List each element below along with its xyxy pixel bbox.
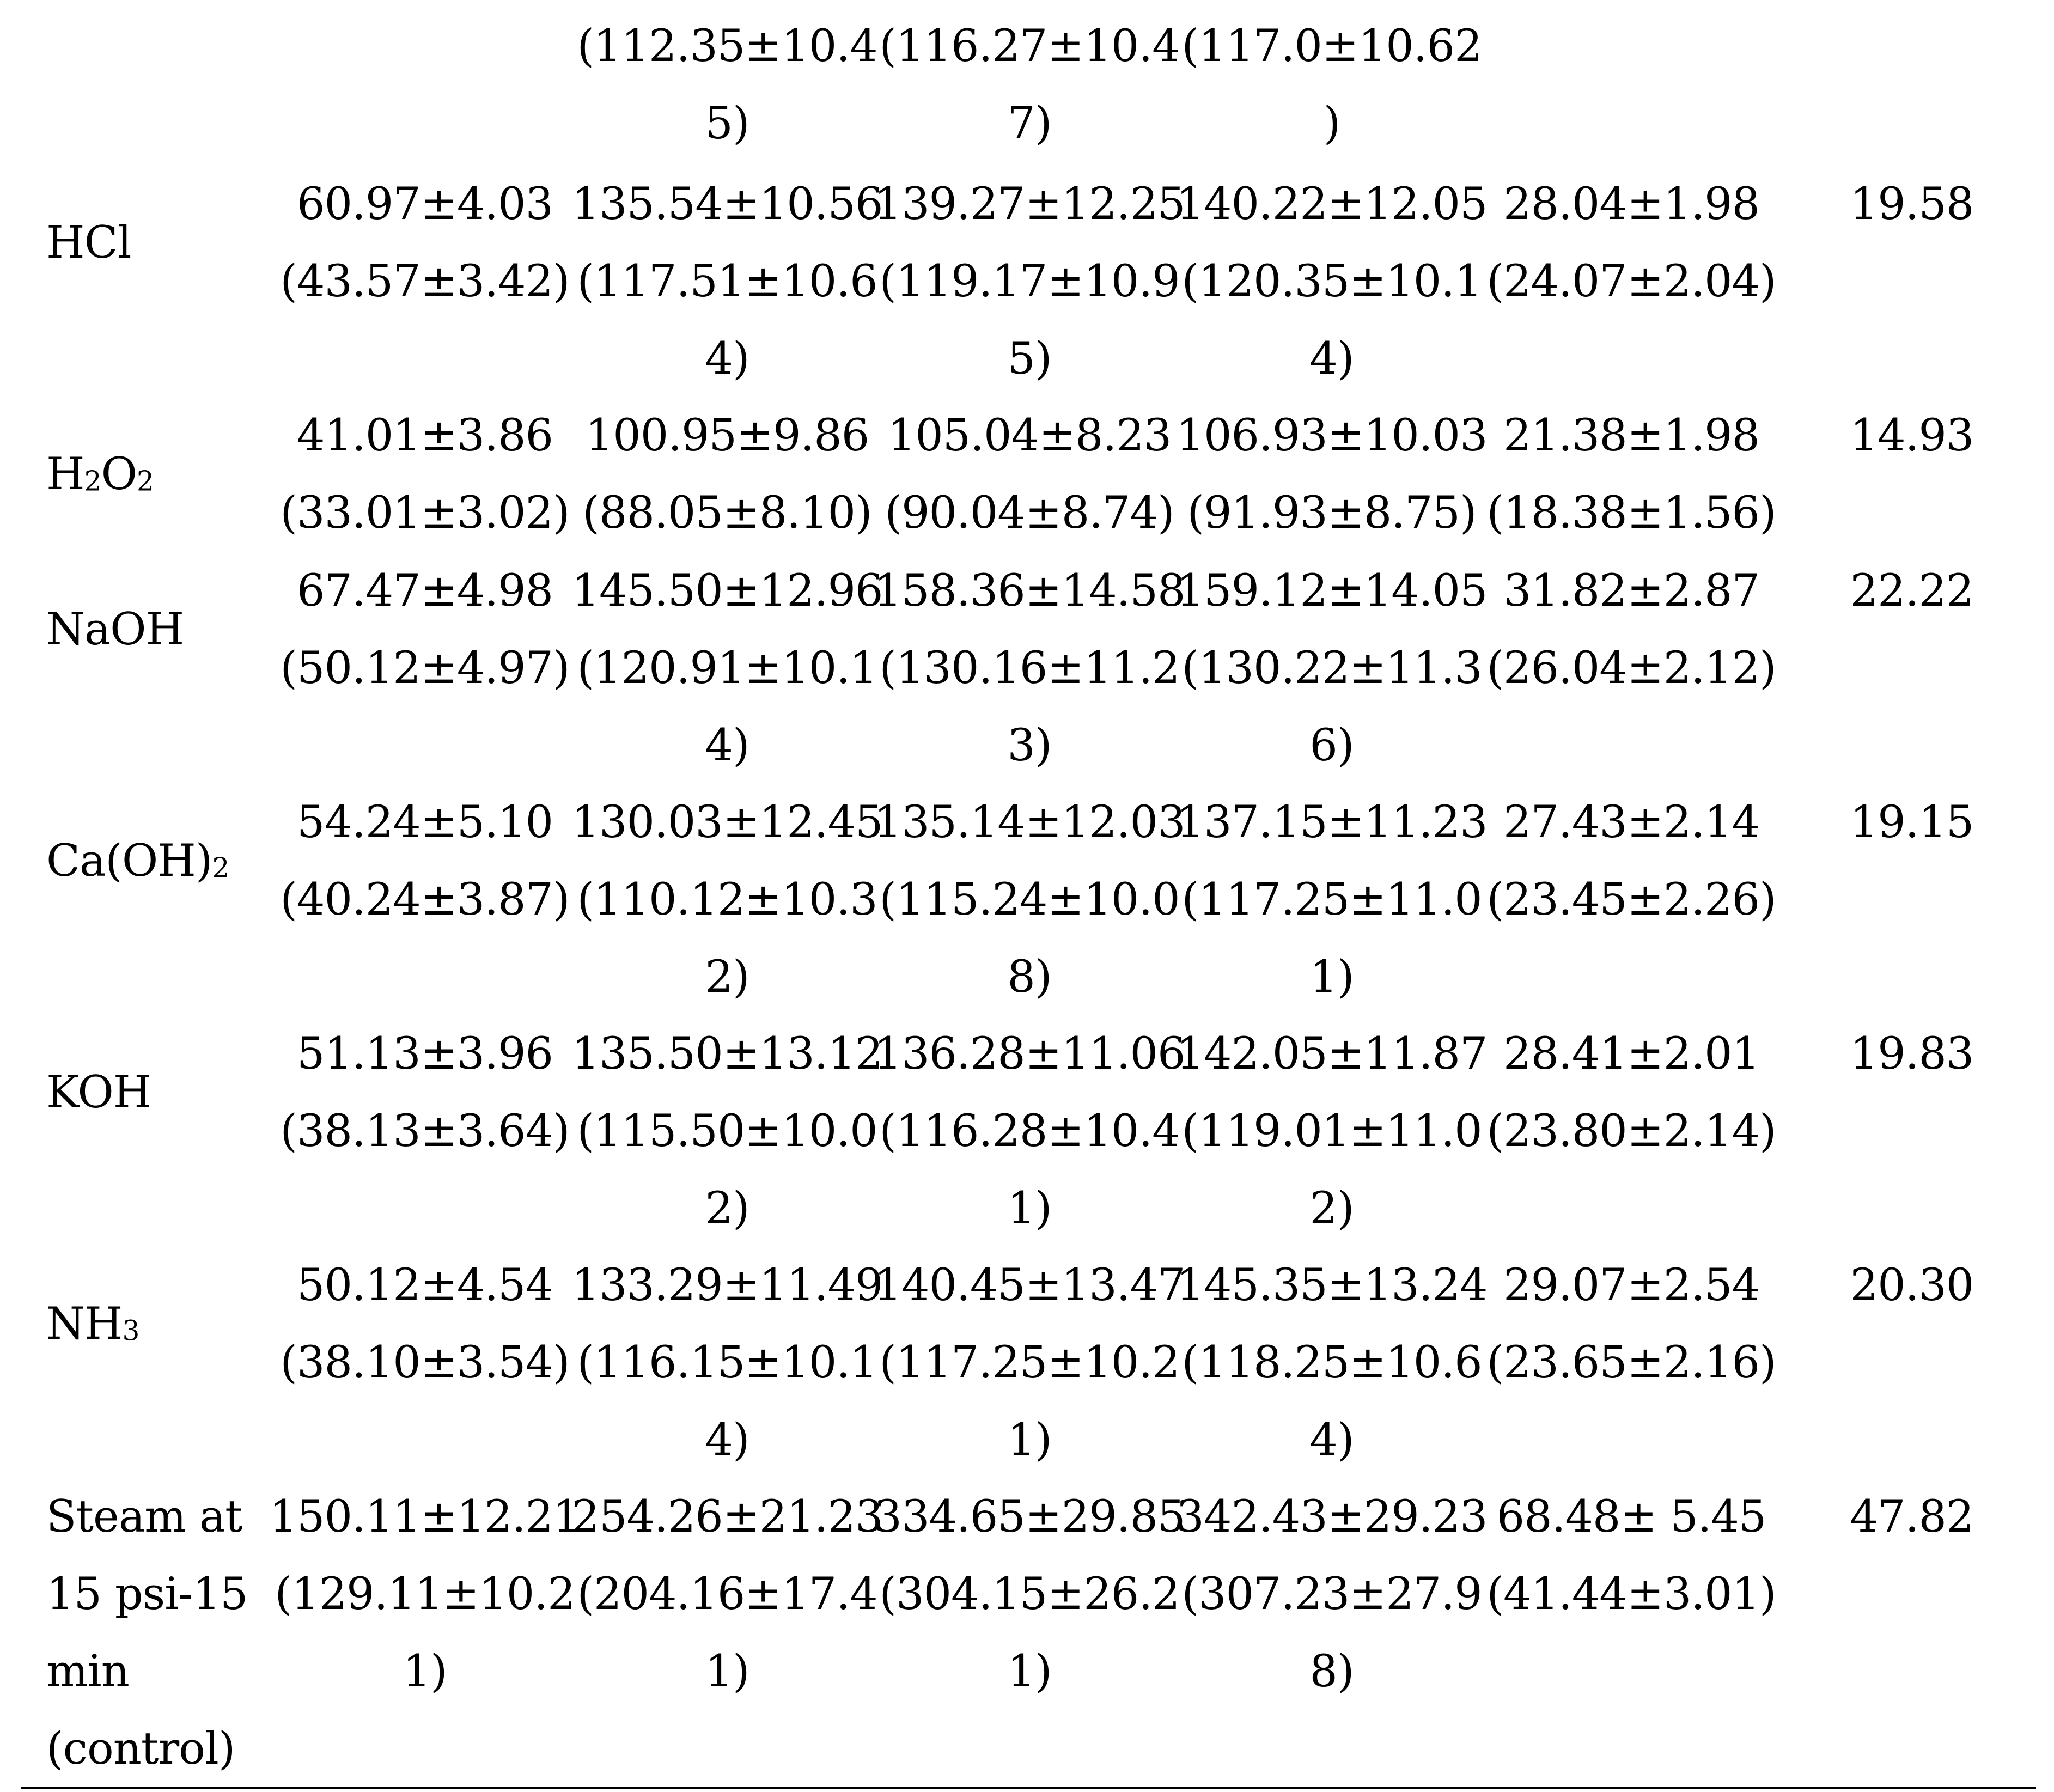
table-cell: 6) xyxy=(1309,720,1354,771)
table-cell: (116.15±10.1 xyxy=(577,1337,877,1388)
table-cell: (118.25±10.6 xyxy=(1181,1337,1482,1388)
table-cell: (110.12±10.3 xyxy=(577,874,877,925)
table-cell: 27.43±2.14 xyxy=(1503,797,1760,848)
row-label: (control) xyxy=(46,1723,235,1775)
table-cell: 140.22±12.05 xyxy=(1176,179,1488,230)
table-cell: 254.26±21.23 xyxy=(571,1491,883,1543)
table-cell: 50.12±4.54 xyxy=(296,1260,553,1311)
table-cell: 137.15±11.23 xyxy=(1176,797,1488,848)
table-cell: (307.23±27.9 xyxy=(1181,1569,1482,1620)
table-cell: (91.93±8.75) xyxy=(1187,487,1477,539)
row-label: $NH_3$ xyxy=(46,1299,139,1350)
table-cell: 4) xyxy=(705,720,749,771)
table-cell: 54.24±5.10 xyxy=(296,797,553,848)
table-cell: 133.29±11.49 xyxy=(571,1260,883,1311)
table-cell: (38.13±3.64) xyxy=(280,1106,570,1157)
table-cell: (40.24±3.87) xyxy=(280,874,570,925)
table-cell: 20.30 xyxy=(1850,1260,1974,1311)
table-cell: 29.07±2.54 xyxy=(1503,1260,1760,1311)
table-cell: 158.36±14.58 xyxy=(874,565,1185,617)
table-cell: (90.04±8.74) xyxy=(885,487,1174,539)
table-cell: 145.35±13.24 xyxy=(1176,1260,1488,1311)
table-cell: 2) xyxy=(705,1183,749,1234)
table-cell: 7) xyxy=(1007,98,1052,149)
table-cell: 135.54±10.56 xyxy=(571,179,883,230)
table-cell: 19.15 xyxy=(1850,797,1974,848)
table-cell: 4) xyxy=(1309,333,1354,385)
table-cell: 142.05±11.87 xyxy=(1176,1028,1488,1080)
table-cell: 28.04±1.98 xyxy=(1503,179,1760,230)
table-cell: 1) xyxy=(1007,1183,1052,1234)
table-cell: 51.13±3.96 xyxy=(296,1028,553,1080)
table-cell: 145.50±12.96 xyxy=(571,565,883,617)
table-cell: (119.17±10.9 xyxy=(879,256,1180,307)
table-cell: (88.05±8.10) xyxy=(582,487,872,539)
table-cell: 1) xyxy=(1309,952,1354,1003)
table-cell: (23.65±2.16) xyxy=(1486,1337,1776,1388)
table-cell: (112.35±10.4 xyxy=(577,21,877,72)
table-cell: (33.01±3.02) xyxy=(280,487,570,539)
row-label: 15 psi-15 xyxy=(46,1569,248,1620)
table-cell: (18.38±1.56) xyxy=(1486,487,1776,539)
table-cell: 1) xyxy=(1007,1415,1052,1466)
table-cell: 19.83 xyxy=(1850,1028,1974,1080)
table-cell: 4) xyxy=(1309,1415,1354,1466)
table-cell: 100.95±9.86 xyxy=(585,410,869,461)
table-cell: 106.93±10.03 xyxy=(1176,410,1488,461)
table-cell: 342.43±29.23 xyxy=(1176,1491,1488,1543)
table-cell: 130.03±12.45 xyxy=(571,797,883,848)
row-label: min xyxy=(46,1646,129,1697)
table-cell: 8) xyxy=(1309,1646,1354,1697)
table-cell: 1) xyxy=(403,1646,447,1697)
table-cell: (23.80±2.14) xyxy=(1486,1106,1776,1157)
table-cell: 41.01±3.86 xyxy=(296,410,553,461)
table-cell: (116.27±10.4 xyxy=(879,21,1180,72)
table-cell: 2) xyxy=(1309,1183,1354,1234)
table-cell: 67.47±4.98 xyxy=(296,565,553,617)
table-cell: 4) xyxy=(705,1415,749,1466)
table-cell: (117.25±10.2 xyxy=(879,1337,1180,1388)
row-label: NaOH xyxy=(46,604,184,655)
table-cell: 21.38±1.98 xyxy=(1503,410,1760,461)
row-label: KOH xyxy=(46,1067,151,1118)
table-cell: (115.24±10.0 xyxy=(879,874,1180,925)
table-cell: 135.14±12.03 xyxy=(874,797,1185,848)
row-label: $H_2O_2$ xyxy=(46,449,154,500)
table-cell: 1) xyxy=(1007,1646,1052,1697)
table-cell: (50.12±4.97) xyxy=(280,643,570,694)
table-cell: (117.25±11.0 xyxy=(1181,874,1482,925)
row-label: HCl xyxy=(46,217,131,269)
table-cell: 47.82 xyxy=(1850,1491,1974,1543)
table-cell: (304.15±26.2 xyxy=(879,1569,1180,1620)
table-cell: (38.10±3.54) xyxy=(280,1337,570,1388)
table-cell: 150.11±12.21 xyxy=(269,1491,581,1543)
table-cell: 140.45±13.47 xyxy=(874,1260,1185,1311)
table-cell: 334.65±29.85 xyxy=(874,1491,1185,1543)
table-cell: (116.28±10.4 xyxy=(879,1106,1180,1157)
table-cell: (119.01±11.0 xyxy=(1181,1106,1482,1157)
table-cell: 19.58 xyxy=(1850,179,1974,230)
table-cell: 1) xyxy=(705,1646,749,1697)
table-cell: (120.91±10.1 xyxy=(577,643,877,694)
table-cell: 28.41±2.01 xyxy=(1503,1028,1760,1080)
row-label: Steam at xyxy=(46,1491,242,1543)
row-label: $Ca(OH)_2$ xyxy=(46,836,229,887)
table-cell: ) xyxy=(1323,98,1340,149)
table-cell: (130.22±11.3 xyxy=(1181,643,1482,694)
table-cell: (41.44±3.01) xyxy=(1486,1569,1776,1620)
table-cell: (24.07±2.04) xyxy=(1486,256,1776,307)
table-cell: (204.16±17.4 xyxy=(577,1569,877,1620)
table-cell: (26.04±2.12) xyxy=(1486,643,1776,694)
table-cell: 31.82±2.87 xyxy=(1503,565,1760,617)
table-cell: 135.50±13.12 xyxy=(571,1028,883,1080)
table-cell: (115.50±10.0 xyxy=(577,1106,877,1157)
table-cell: 3) xyxy=(1007,720,1052,771)
table-cell: (117.0±10.62 xyxy=(1181,21,1482,72)
table-cell: 60.97±4.03 xyxy=(296,179,553,230)
table-cell: 22.22 xyxy=(1850,565,1974,617)
table-bottom-rule xyxy=(21,1787,2036,1789)
table-cell: (130.16±11.2 xyxy=(879,643,1180,694)
table-cell: (43.57±3.42) xyxy=(280,256,570,307)
table-cell: 4) xyxy=(705,333,749,385)
table-cell: 2) xyxy=(705,952,749,1003)
table-cell: 5) xyxy=(705,98,749,149)
table-cell: 136.28±11.06 xyxy=(874,1028,1185,1080)
table-cell: 68.48± 5.45 xyxy=(1496,1491,1766,1543)
table-cell: (23.45±2.26) xyxy=(1486,874,1776,925)
table-cell: 5) xyxy=(1007,333,1052,385)
table-cell: 159.12±14.05 xyxy=(1176,565,1488,617)
table-cell: 14.93 xyxy=(1850,410,1974,461)
table-cell: 139.27±12.25 xyxy=(874,179,1185,230)
table-cell: (129.11±10.2 xyxy=(275,1569,575,1620)
table-cell: 105.04±8.23 xyxy=(887,410,1172,461)
table-cell: (120.35±10.1 xyxy=(1181,256,1482,307)
table-cell: (117.51±10.6 xyxy=(577,256,877,307)
table-cell: 8) xyxy=(1007,952,1052,1003)
